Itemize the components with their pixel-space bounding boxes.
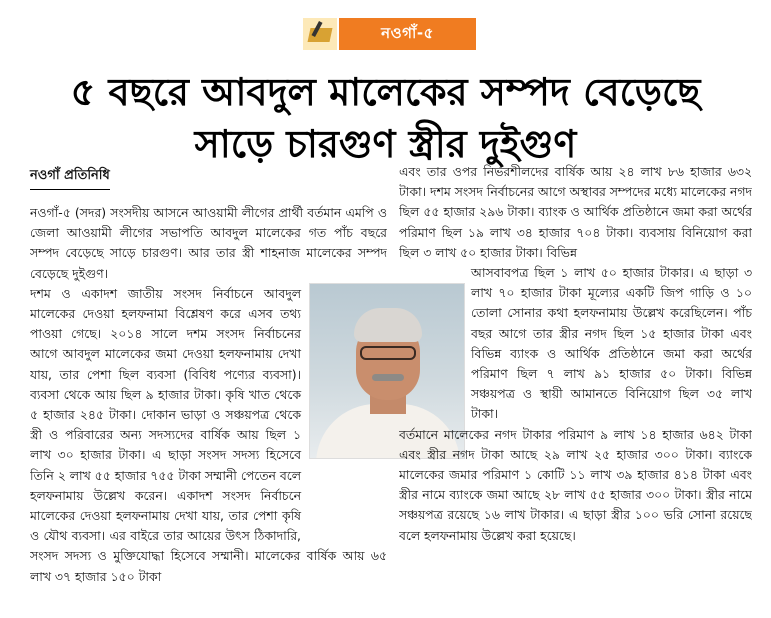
cropped-previous-text xyxy=(20,0,640,4)
constituency-label: নওগাঁ-৫ xyxy=(381,23,434,42)
constituency-tag xyxy=(303,18,476,50)
paragraph-intro: নওগাঁ-৫ (সদর) সংসদীয় আসনে আওয়ামী লীগের প্রার্থী বর্তমান এমপি ও জেলা আওয়ামী লীগের সভাপতি আবদুল মালেকের গত পাঁচ বছরে সম্পদ বেড়েছে সাড়ে চারগুণ। আর তার স্ত্রী শাহনাজ মালেকের সম্পদ বেড়েছে দুইগুণ। xyxy=(30,205,387,281)
headline-line-2: সাড়ে চারগুণ স্ত্রীর দুইগুণ xyxy=(194,122,577,166)
paragraph-current-assets: বর্তমানে মালেকের নগদ টাকার পরিমাণ ৯ লাখ ১৪ হাজার ৬৪২ টাকা এবং স্ত্রীর নগদ টাকা আছে ২৯ লাখ ২৫ হাজার ৩০০ টাকা। ব্যাংকে মালেকের জমার পরিমাণ ১ কোটি ১১ লাখ ৩৯ হাজার ৪১৪ টাকা এবং স্ত্রীর নামে ব্যাংকে জমা আছে ২৮ লাখ ৫৫ হাজার ৩০০ টাকা। স্ত্রীর নামে সঞ্চয়পত্র রয়েছে ১৬ লাখ টাকার। এ ছাড়া স্ত্রীর ১০০ ভরি সোনা রয়েছে বলে হলফনামায় উল্লেখ করা হয়েছে। xyxy=(399,426,752,543)
paragraph-assets-wrap: আসবাবপত্র ছিল ১ লাখ ৫০ হাজার টাকার। এ ছাড়া ৩ লাখ ৭০ হাজার টাকা মূল্যের একটি জিপ গাড়ি ও ১০ তোলা সোনার কথা হলফনামায় উল্লেখ করেছিলেন। পাঁচ বছর আগে তার স্ত্রীর নগদ ছিল ১৫ হাজার টাকা এবং বিভিন্ন ব্যাংক ও আর্থিক প্রতিষ্ঠানে জমা করা অর্থের পরিমাণ ছিল ৭ লাখ ৯১ হাজার ৫০ টাকা। বিভিন্ন সঞ্চয়পত্র ও স্থায়ী আমানতে বিনিয়োগ ছিল ৩৫ লাখ টাকা। xyxy=(471,265,752,422)
byline: নওগাঁ প্রতিনিধি xyxy=(30,166,110,190)
paragraph-assets-before: এবং তার ওপর নির্ভরশীলদের বার্ষিক আয় ২৪ লাখ ৮৬ হাজার ৬৩২ টাকা। দশম সংসদ নির্বাচনের আগে অস্থাবর সম্পদের মধ্যে মালেকের নগদ ছিল ৫৫ হাজার ২৯৬ টাকা। ব্যাংক ও আর্থিক প্রতিষ্ঠানে জমা করা অর্থের পরিমাণ ছিল ১৯ লাখ ৩৪ হাজার ৭০৪ টাকা। ব্যবসায় বিনিয়োগ করা ছিল ৩ লাখ ৫০ হাজার টাকা। বিভিন্ন xyxy=(399,164,752,260)
headline xyxy=(10,66,761,170)
article-column-2 xyxy=(399,162,752,602)
paragraph-affidavit: দশম ও একাদশ জাতীয় সংসদ নির্বাচনে আবদুল মালেকের দেওয়া হলফনামা বিশ্লেষণ করে এসব তথ্য পাওয়া গেছে। ২০১৪ সালে দশম সংসদ নির্বাচনের আগে আবদুল মালেকের জমা দেওয়া হলফনামায় দেখা যায়, তার পেশা ছিল ব্যবসা (বিবিধ পণ্যের ব্যবসা)। ব্যবসা থেকে আয় ছিল ৯ হাজার টাকা। কৃষি খাত থেকে ৫ হাজার ২৪৫ টাকা। দোকান ভাড়া ও সঞ্চয়পত্র থেকে স্ত্রী ও পরিবারের অন্য সদস্যদের বার্ষিক আয় ছিল ১ লাখ ৩০ হাজার টাকা। এ ছাড়া সংসদ সদস্য হিসেবে তিনি ২ লাখ ৫৫ হাজার ৭৫৫ টাকা সম্মানী পেতেন বলে হলফনামায় উল্লেখ করেন। একাদশ সংসদ নির্বাচনে মালেকের দেওয়া হলফনামায় দেখা যায়, তার পেশা কৃষি ও যৌথ ব্যবসা। এর বাইরে তার আয়ের উৎস ঠিকাদারি, সংসদ সদস্য ও মুক্তিযোদ্ধা হিসেবে সম্মানী। মালেকের বার্ষিক আয় ৬৫ লাখ ৩৭ হাজার ১৫০ টাকা xyxy=(30,285,387,584)
ballot-pen-icon xyxy=(303,18,339,50)
headline-line-1: ৫ বছরে আবদুল মালেকের সম্পদ বেড়েছে xyxy=(70,70,701,114)
